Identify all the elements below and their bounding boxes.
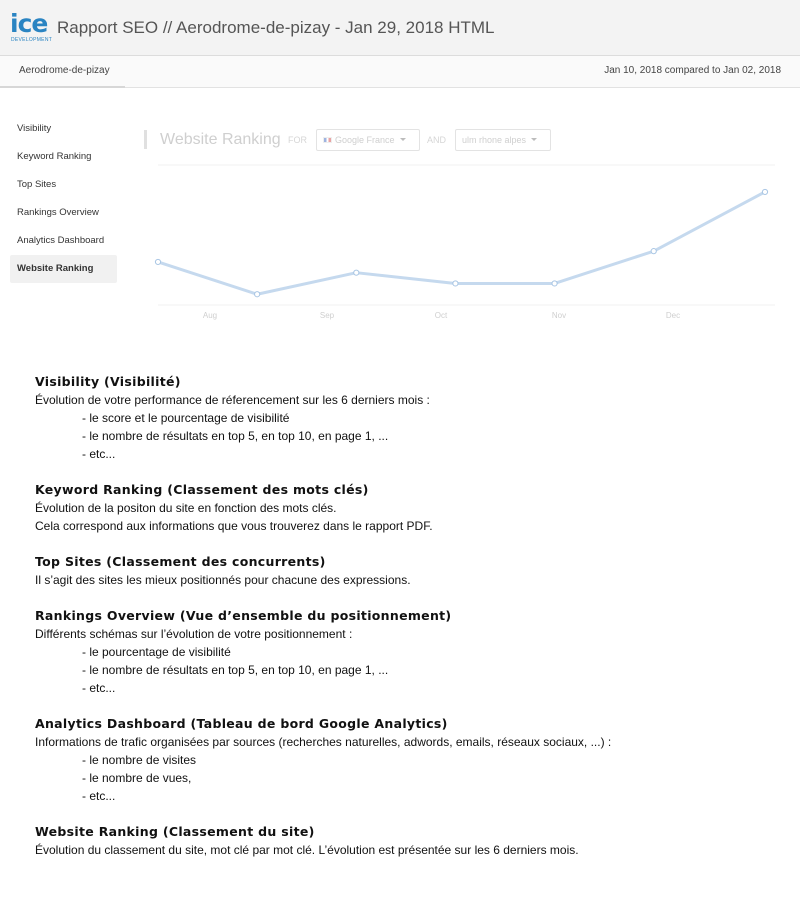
data-point[interactable]: [552, 281, 557, 286]
descriptions: [35, 373, 775, 877]
location-value: ulm rhone alpes: [462, 135, 527, 145]
for-label: FOR: [288, 135, 307, 145]
x-tick-label: Oct: [434, 311, 448, 320]
data-point[interactable]: [155, 259, 160, 264]
section-text: Il s’agit des sites les mieux positionnés pour chacune des expressions.: [35, 573, 411, 587]
search-engine-value: Google France: [335, 135, 395, 145]
bullet-item: - le nombre de vues,: [82, 771, 192, 785]
x-tick-label: Aug: [202, 311, 218, 320]
series-line: [158, 192, 765, 294]
bullet-item: - etc...: [82, 681, 116, 695]
chart-title: Website Ranking: [160, 131, 281, 148]
section: [35, 607, 775, 697]
data-point[interactable]: [453, 281, 458, 286]
ranking-line-chart: [150, 160, 780, 325]
x-tick-label: Dec: [665, 311, 681, 320]
section-text: Cela correspond aux informations que vous trouverez dans le rapport PDF.: [35, 519, 433, 533]
section-text: Informations de trafic organisées par sources (recherches naturelles, adwords, emails, réseaux sociaux, ...) :: [35, 735, 612, 749]
section-text: Évolution de la positon du site en fonction des mots clés.: [35, 501, 337, 515]
ice-logo[interactable]: [10, 9, 53, 46]
sidebar-item-top-sites[interactable]: Top Sites: [17, 179, 57, 190]
data-point[interactable]: [762, 189, 767, 194]
bullet-item: - le nombre de visites: [82, 753, 197, 767]
section-title: Website Ranking (Classement du site): [35, 824, 315, 839]
bullet-item: - le score et le pourcentage de visibilité: [82, 411, 290, 425]
site-tab[interactable]: [0, 56, 125, 88]
top-header: [0, 0, 800, 56]
bullet-item: - etc...: [82, 447, 116, 461]
logo-subtext: DEVELOPMENT: [11, 37, 53, 43]
bullet-item: - le pourcentage de visibilité: [82, 645, 231, 659]
chevron-down-icon: [531, 138, 537, 141]
location-dropdown[interactable]: [455, 129, 551, 151]
section-title: Rankings Overview (Vue d’ensemble du positionnement): [35, 608, 452, 623]
section-text: Évolution du classement du site, mot clé par mot clé. L’évolution est présentée sur les 6 derniers mois.: [35, 843, 579, 857]
site-name: Aerodrome-de-pizay: [19, 65, 110, 76]
section: [35, 823, 775, 859]
section-text: Évolution de votre performance de réferencement sur les 6 derniers mois :: [35, 393, 430, 407]
section-title: Analytics Dashboard (Tableau de bord Google Analytics): [35, 716, 448, 731]
chevron-down-icon: [400, 138, 406, 141]
sidebar-item-website-ranking[interactable]: Website Ranking: [10, 255, 117, 283]
data-point[interactable]: [651, 249, 656, 254]
search-engine-dropdown[interactable]: [316, 129, 420, 151]
section: [35, 373, 775, 463]
bullet-item: - le nombre de résultats en top 5, en top 10, en page 1, ...: [82, 663, 389, 677]
section: [35, 715, 775, 805]
france-flag-icon: [323, 137, 332, 143]
date-range: Jan 10, 2018 compared to Jan 02, 2018: [604, 65, 781, 76]
section-title: Visibility (Visibilité): [35, 374, 181, 389]
bullet-item: - etc...: [82, 789, 116, 803]
bullet-item: - le nombre de résultats en top 5, en top 10, en page 1, ...: [82, 429, 389, 443]
sidebar-item-visibility[interactable]: Visibility: [17, 123, 52, 134]
section: [35, 553, 775, 589]
chart-title-marker: [144, 130, 147, 149]
sidebar-item-analytics-dashboard[interactable]: Analytics Dashboard: [17, 235, 105, 246]
section-title: Keyword Ranking (Classement des mots clés): [35, 482, 369, 497]
section-text: Différents schémas sur l’évolution de votre positionnement :: [35, 627, 353, 641]
sidebar-item-keyword-ranking[interactable]: Keyword Ranking: [17, 151, 92, 162]
section-title: Top Sites (Classement des concurrents): [35, 554, 326, 569]
sub-header: [0, 56, 800, 88]
x-tick-label: Sep: [319, 311, 335, 320]
report-title: Rapport SEO // Aerodrome-de-pizay - Jan 29, 2018 HTML: [57, 18, 495, 37]
data-point[interactable]: [354, 270, 359, 275]
and-label: AND: [427, 135, 447, 145]
x-tick-label: Nov: [551, 311, 567, 320]
logo-text: ice: [10, 9, 48, 38]
sidebar-item-rankings-overview[interactable]: Rankings Overview: [17, 207, 99, 218]
data-point[interactable]: [255, 292, 260, 297]
section: [35, 481, 775, 535]
sidebar-nav: [0, 115, 124, 283]
